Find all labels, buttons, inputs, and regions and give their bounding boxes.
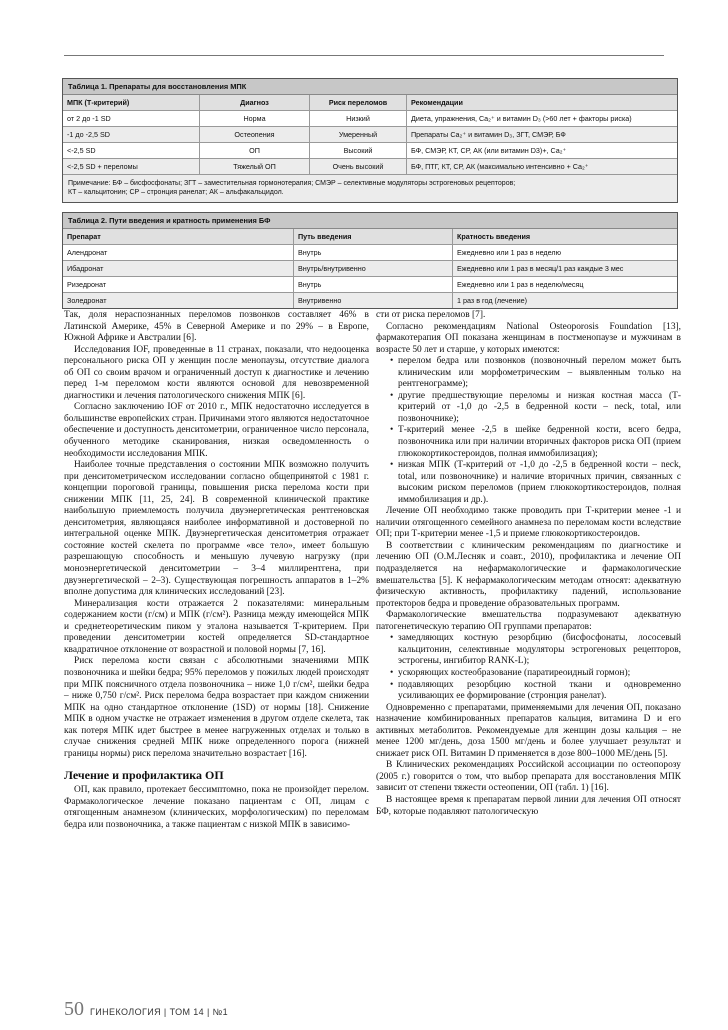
paragraph: Согласно заключению IOF от 2010 г., МПК недостаточно исследуется в большинстве европейских стран. Причинами этого являются недостаточное обеспечение и доступность денситометрии, ограниченное число персонала, обученного методике сканирования, низкая осведомленность о необходимости исследования МПК. <box>64 402 369 459</box>
list-item: • Т-критерий менее -2,5 в шейке бедренной кости, всего бедра, позвоночника или при наличии вторичных факторов риска ОП (прием глюкокортикостероидов, полная иммобилизация); <box>390 425 681 460</box>
table-header-row <box>63 229 677 245</box>
paragraph: Риск перелома кости связан с абсолютными значениями МПК позвоночника и шейки бедра; 95% переломов у пожилых людей происходят при МПК поясничного отдела позвоночника – ниже 1,0 г/см², шейки бедра – ниже 0,750 г/см². Риск перелома бедра возрастает при каждом снижении МПК на одно стандартное отклонение (1SD) от нормы [18]. Снижение МПК в одном участке не отражает изменения в другом отделе скелета, так как потеря МПК идет быстрее в менее нагруженных отделах и только в случае снижения средней МПК ниже определенного порога (нижней границы нормы) риск перелома значительно возрастает [16]. <box>64 656 369 759</box>
table-1-caption: Таблица 1. Препараты для восстановления МПК <box>63 79 677 95</box>
table-1 <box>62 78 678 203</box>
table-cell: Ежедневно или 1 раз в месяц/1 раз каждые 3 мес <box>457 264 624 273</box>
bullet-list <box>376 633 681 702</box>
paragraph: В настоящее время к препаратам первой линии для лечения ОП относят БФ, которые подавляют патологическую <box>376 794 681 817</box>
header-cell: Риск переломов <box>310 95 407 110</box>
paragraph: Так, доля нераспознанных переломов позвонков составляет 46% в Латинской Америке, 45% в Северной Америке и по 29% – в Европе, Южной Африке и Австралии [6]. <box>64 310 369 344</box>
page-footer <box>64 998 228 1021</box>
table-cell: -1 до -2,5 SD <box>63 127 200 142</box>
table-cell: Внутрь/внутривенно <box>294 261 453 276</box>
table-cell: Алендронат <box>63 245 294 260</box>
left-column <box>64 310 369 832</box>
table-2-caption: Таблица 2. Пути введения и кратность применения БФ <box>63 213 677 229</box>
table-header-row <box>63 95 677 111</box>
list-item: • ускоряющих костеобразование (паратиреоидный гормон); <box>390 668 681 680</box>
table-cell: Препараты Ca₂⁺ и витамин D₃, ЗГТ, СМЭР, БФ <box>411 130 566 139</box>
list-item: • низкая МПК (Т-критерий от -1,0 до -2,5 в бедренной кости – neck, total, или позвоночнике) и наличие вторичных причин, связанных с высоким риском переломов (прием глюкокортикостероидов, полная иммобилизация и др.). <box>390 460 681 506</box>
table-cell: Внутрь <box>294 277 453 292</box>
list-item: • замедляющих костную резорбцию (бисфосфонаты, лососевый кальцитонин, селективные модуляторы эстрогеновых рецепторов, эстрогены, ингибитор RANK-L); <box>390 633 681 668</box>
header-cell: Препарат <box>63 229 294 244</box>
note-line: Примечание: БФ – бисфосфонаты; ЗГТ – заместительная гормонотерапия; СМЭР – селективные модуляторы эстрогеновых рецепторов; <box>68 180 516 187</box>
table-cell: Норма <box>200 111 310 126</box>
paragraph: В Клинических рекомендациях Российской ассоциации по остеопорозу (2005 г.) говорится о том, что выбор препарата для восстановления МПК зависит от степени тяжести остеопении, ОП (табл. 1) [16]. <box>376 760 681 794</box>
paragraph: Согласно рекомендациям National Osteoporosis Foundation [13], фармакотерапия ОП показана женщинам в постменопаузе и мужчинам в возрасте 50 лет и старше, у которых имеются: <box>376 321 681 355</box>
list-item: • другие предшествующие переломы и низкая костная масса (Т-критерий от -1,0 до -2,5 в бедренной кости – neck, total, или позвоночнике); <box>390 391 681 426</box>
table-row <box>63 277 677 293</box>
table-cell: Ибадронат <box>63 261 294 276</box>
table-cell: Ежедневно или 1 раз в неделю <box>457 248 561 257</box>
table-cell: Остеопения <box>200 127 310 142</box>
header-cell: Рекомендации <box>411 98 463 107</box>
table-cell: Высокий <box>310 143 407 158</box>
table-cell: 1 раз в год (лечение) <box>457 296 527 305</box>
table-cell: от 2 до -1 SD <box>63 111 200 126</box>
paragraph: Фармакологические вмешательства подразумевают адекватную патогенетическую терапию ОП группами препаратов: <box>376 610 681 632</box>
table-row <box>63 111 677 127</box>
table-cell: БФ, СМЭР, КТ, СР, АК (или витамин D3)+, Ca₂⁺ <box>411 146 567 155</box>
table-cell: Внутривенно <box>294 293 453 308</box>
table-1-note <box>63 175 677 202</box>
journal-title: ГИНЕКОЛОГИЯ | ТОМ 14 | №1 <box>90 1007 229 1017</box>
table-cell: Умеренный <box>310 127 407 142</box>
paragraph: Лечение ОП необходимо также проводить при Т-критерии менее -1 и наличии отягощенного семейного анамнеза по переломам кости вследствие ОП; при Т-критерии менее -1,5 и приеме глюкокортикостероидов. <box>376 506 681 540</box>
paragraph: Одновременно с препаратами, применяемыми для лечения ОП, показано назначение комбинированных препаратов кальция, витамина D и его активных метаболитов. Рекомендуемые для женщин дозы кальция – не менее 1200 мг/день, доза 1500 мг/день и более улучшает результат и снижает риск ОП. Витамин D применяется в дозе 800–1000 МЕ/день [5]. <box>376 702 681 759</box>
table-cell: БФ, ПТГ, КТ, СР, АК (максимально интенсивно + Ca₂⁺ <box>411 162 589 171</box>
table-cell: Низкий <box>310 111 407 126</box>
table-cell: Очень высокий <box>310 159 407 174</box>
page-number: 50 <box>64 998 84 1020</box>
paragraph: В соответствии с клиническим рекомендациям по диагностике и лечению ОП (О.М.Лесняк и соавт., 2010), профилактика и лечение ОП подразделяется на нефармакологические и фармакологические вмешательства [5]. К нефармакологическим методам относят: адекватную физическую активность, профилактику падений, использование протекторов бедра и проведение образовательных программ. <box>376 540 681 609</box>
list-item: • подавляющих резорбцию костной ткани и одновременно усиливающих ее формирование (стронция ранелат). <box>390 680 681 703</box>
table-cell: Ризедронат <box>63 277 294 292</box>
paragraph: сти от риска переломов [7]. <box>376 310 486 320</box>
paragraph: ОП, как правило, протекает бессимптомно, пока не произойдет перелом. Фармакологическое лечение показано пациентам с ОП, лицам с отягощенным анамнезом (клинических, морфологическим) по переломам бедра или позвоночника, а также пациентам с низкой МПК в зависимо- <box>64 785 369 830</box>
header-cell: МПК (Т-критерий) <box>63 95 200 110</box>
header-cell: Диагноз <box>200 95 310 110</box>
table-row <box>63 143 677 159</box>
note-line: КТ – кальцитонин; СР – стронция ранелат; АК – альфакальцидол. <box>68 189 284 197</box>
table-cell: Тяжелый ОП <box>200 159 310 174</box>
table-cell: Золедронат <box>63 293 294 308</box>
list-item: • перелом бедра или позвонков (позвоночный перелом может быть клиническим или морфометрическим – выявленным только на рентгенограмме); <box>390 356 681 391</box>
header-cell: Кратность введения <box>457 232 531 241</box>
paragraph: Наиболее точные представления о состоянии МПК возможно получить при денситометрическом исследовании согласно общепринятой с 1981 г. концепции пороговой границы, повышения риска перелома кости при снижении МПК [11, 25, 24]. В современной клинической практике наибольшую приемлемость получила двуэнергетическая рентгеновская денситометрия, являющаяся наиболее информативной и достоверной по интегральной оценке МПК. Двуэнергетическая денситометрия отражает состояние костей скелета по программе «все тело», имеет большую разрешающую способность и меньшую лучевую нагрузку (при моноэнергетической денситометрии – 3–4 миллирентгена, при двуэнергетической – 2–3). Существующая погрешность аппаратов в 1–2% вполне допустима для клинических исследований [23]. <box>64 460 369 598</box>
right-column <box>376 310 681 818</box>
table-row <box>63 245 677 261</box>
table-cell: <-2,5 SD + переломы <box>63 159 200 174</box>
table-row <box>63 261 677 277</box>
table-cell: Внутрь <box>294 245 453 260</box>
paragraph: Минерализация кости отражается 2 показателями: минеральным содержанием кости (г/см) и МПК (г/см²). Разница между имеющейся МПК и среднетеоретическим пиком у эталона называется Т-критерием. При проведении денситометрии костей определяется SD-стандартное квадратичное отклонение от возрастной и половой нормы [7, 16]. <box>64 598 369 655</box>
section-heading: Лечение и профилактика ОП <box>64 768 224 783</box>
table-row <box>63 159 677 175</box>
header-cell: Путь введения <box>294 229 453 244</box>
table-cell: <-2,5 SD <box>63 143 200 158</box>
paragraph: Исследования IOF, проведенные в 11 странах, показали, что недооценка персонального риска ОП у женщин после менопаузы, отсутствие диалога об ОП со своим врачом и ограниченный доступ к диагностике и лечению перед 1-м переломом кости являются основой для невозвременной диагностики и лечения патологического снижения МПК [6]. <box>64 344 369 401</box>
bullet-list <box>376 356 681 506</box>
top-rule <box>64 55 664 56</box>
table-cell: Ежедневно или 1 раз в неделю/месяц <box>457 280 584 289</box>
table-row <box>63 127 677 143</box>
table-cell: Диета, упражнения, Ca₂⁺ и витамин D₃ (>60 лет + факторы риска) <box>411 114 632 123</box>
table-cell: ОП <box>200 143 310 158</box>
table-2 <box>62 212 678 309</box>
table-row <box>63 293 677 308</box>
